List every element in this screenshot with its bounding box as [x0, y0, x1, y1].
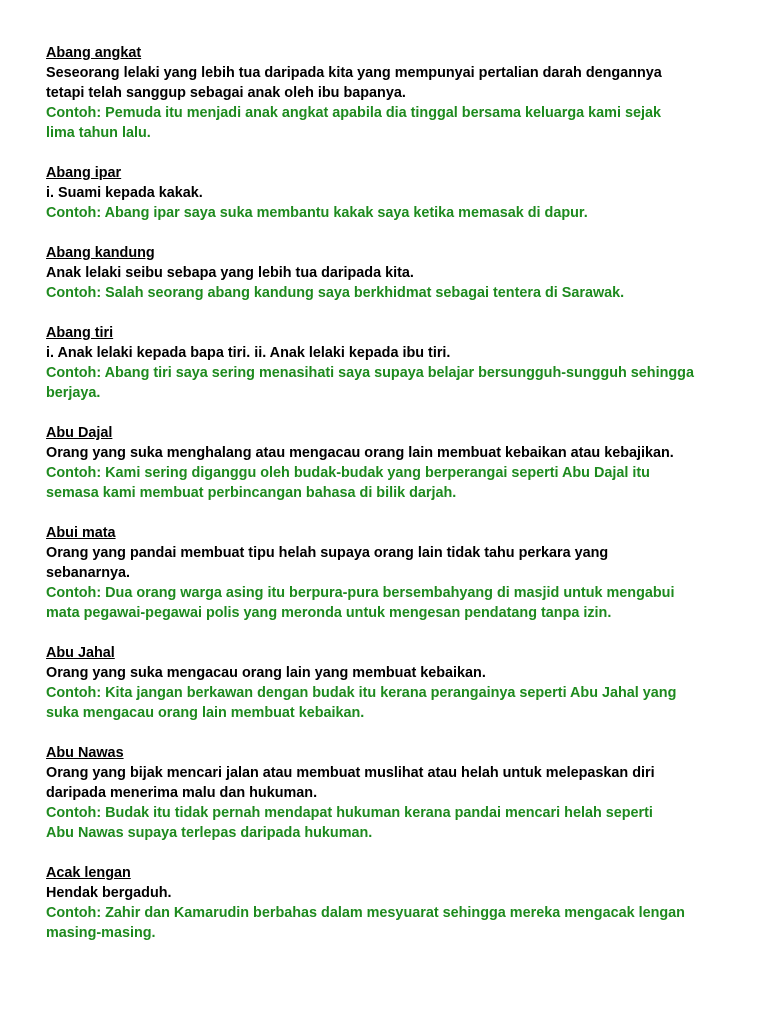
entry-meaning-line: Anak lelaki seibu sebapa yang lebih tua daripada kita.	[46, 265, 414, 281]
entry-abang-tiri	[46, 323, 736, 403]
entry-term: Abang tiri	[46, 325, 114, 341]
entry-example-line: masing-masing.	[46, 925, 156, 941]
entry-term: Abang kandung	[46, 245, 155, 261]
entry-abu-nawas	[46, 743, 736, 843]
entry-abang-kandung	[46, 243, 736, 303]
entry-meaning-line: Orang yang suka menghalang atau mengacau orang lain membuat kebaikan atau kebajikan.	[46, 445, 674, 461]
entry-term: Abang angkat	[46, 45, 142, 61]
entry-term: Abang ipar	[46, 165, 122, 181]
document-page	[46, 43, 736, 963]
entry-meaning-line: Orang yang suka mengacau orang lain yang membuat kebaikan.	[46, 665, 486, 681]
entry-meaning-line: tetapi telah sanggup sebagai anak oleh ibu bapanya.	[46, 85, 406, 101]
entry-example-line: Contoh: Kita jangan berkawan dengan budak itu kerana perangainya seperti Abu Jahal yang	[46, 685, 677, 701]
entry-meaning-line: daripada menerima malu dan hukuman.	[46, 785, 318, 801]
entry-example-line: semasa kami membuat perbincangan bahasa di bilik darjah.	[46, 485, 457, 501]
entry-meaning-line: Orang yang pandai membuat tipu helah supaya orang lain tidak tahu perkara yang	[46, 545, 609, 561]
entry-example-line: lima tahun lalu.	[46, 125, 151, 141]
entry-term: Abu Dajal	[46, 425, 113, 441]
entry-example-line: Contoh: Kami sering diganggu oleh budak-budak yang berperangai seperti Abu Dajal itu	[46, 465, 650, 481]
entry-meaning-line: Hendak bergaduh.	[46, 885, 172, 901]
entry-meaning-line: i. Anak lelaki kepada bapa tiri. ii. Anak lelaki kepada ibu tiri.	[46, 345, 451, 361]
entry-example-line: berjaya.	[46, 385, 101, 401]
entry-example-line: Contoh: Zahir dan Kamarudin berbahas dalam mesyuarat sehingga mereka mengacak lengan	[46, 905, 685, 921]
entry-example-line: Contoh: Dua orang warga asing itu berpura-pura bersembahyang di masjid untuk mengabui	[46, 585, 675, 601]
entry-abu-dajal	[46, 423, 736, 503]
entry-meaning-line: sebanarnya.	[46, 565, 130, 581]
entry-example-line: Contoh: Abang ipar saya suka membantu kakak saya ketika memasak di dapur.	[46, 205, 588, 221]
entry-abui-mata	[46, 523, 736, 623]
entry-example-line: Contoh: Abang tiri saya sering menasihati saya supaya belajar bersungguh-sungguh sehingga	[46, 365, 694, 381]
entry-meaning-line: Orang yang bijak mencari jalan atau membuat muslihat atau helah untuk melepaskan diri	[46, 765, 655, 781]
entry-abang-ipar	[46, 163, 736, 223]
entry-example-line: mata pegawai-pegawai polis yang meronda untuk mengesan pendatang tanpa izin.	[46, 605, 612, 621]
entry-term: Abu Nawas	[46, 745, 124, 761]
entry-meaning-line: Seseorang lelaki yang lebih tua daripada kita yang mempunyai pertalian darah dengannya	[46, 65, 662, 81]
entry-term: Acak lengan	[46, 865, 131, 881]
entry-example-line: Contoh: Salah seorang abang kandung saya berkhidmat sebagai tentera di Sarawak.	[46, 285, 625, 301]
entry-meaning-line: i. Suami kepada kakak.	[46, 185, 203, 201]
entry-abu-jahal	[46, 643, 736, 723]
entry-example-line: Abu Nawas supaya terlepas daripada hukuman.	[46, 825, 373, 841]
entry-abang-angkat	[46, 43, 736, 143]
entry-example-line: Contoh: Pemuda itu menjadi anak angkat apabila dia tinggal bersama keluarga kami sejak	[46, 105, 661, 121]
entry-acak-lengan	[46, 863, 736, 943]
entry-example-line: suka mengacau orang lain membuat kebaikan.	[46, 705, 365, 721]
entry-term: Abu Jahal	[46, 645, 115, 661]
entry-example-line: Contoh: Budak itu tidak pernah mendapat hukuman kerana pandai mencari helah seperti	[46, 805, 653, 821]
entry-term: Abui mata	[46, 525, 116, 541]
